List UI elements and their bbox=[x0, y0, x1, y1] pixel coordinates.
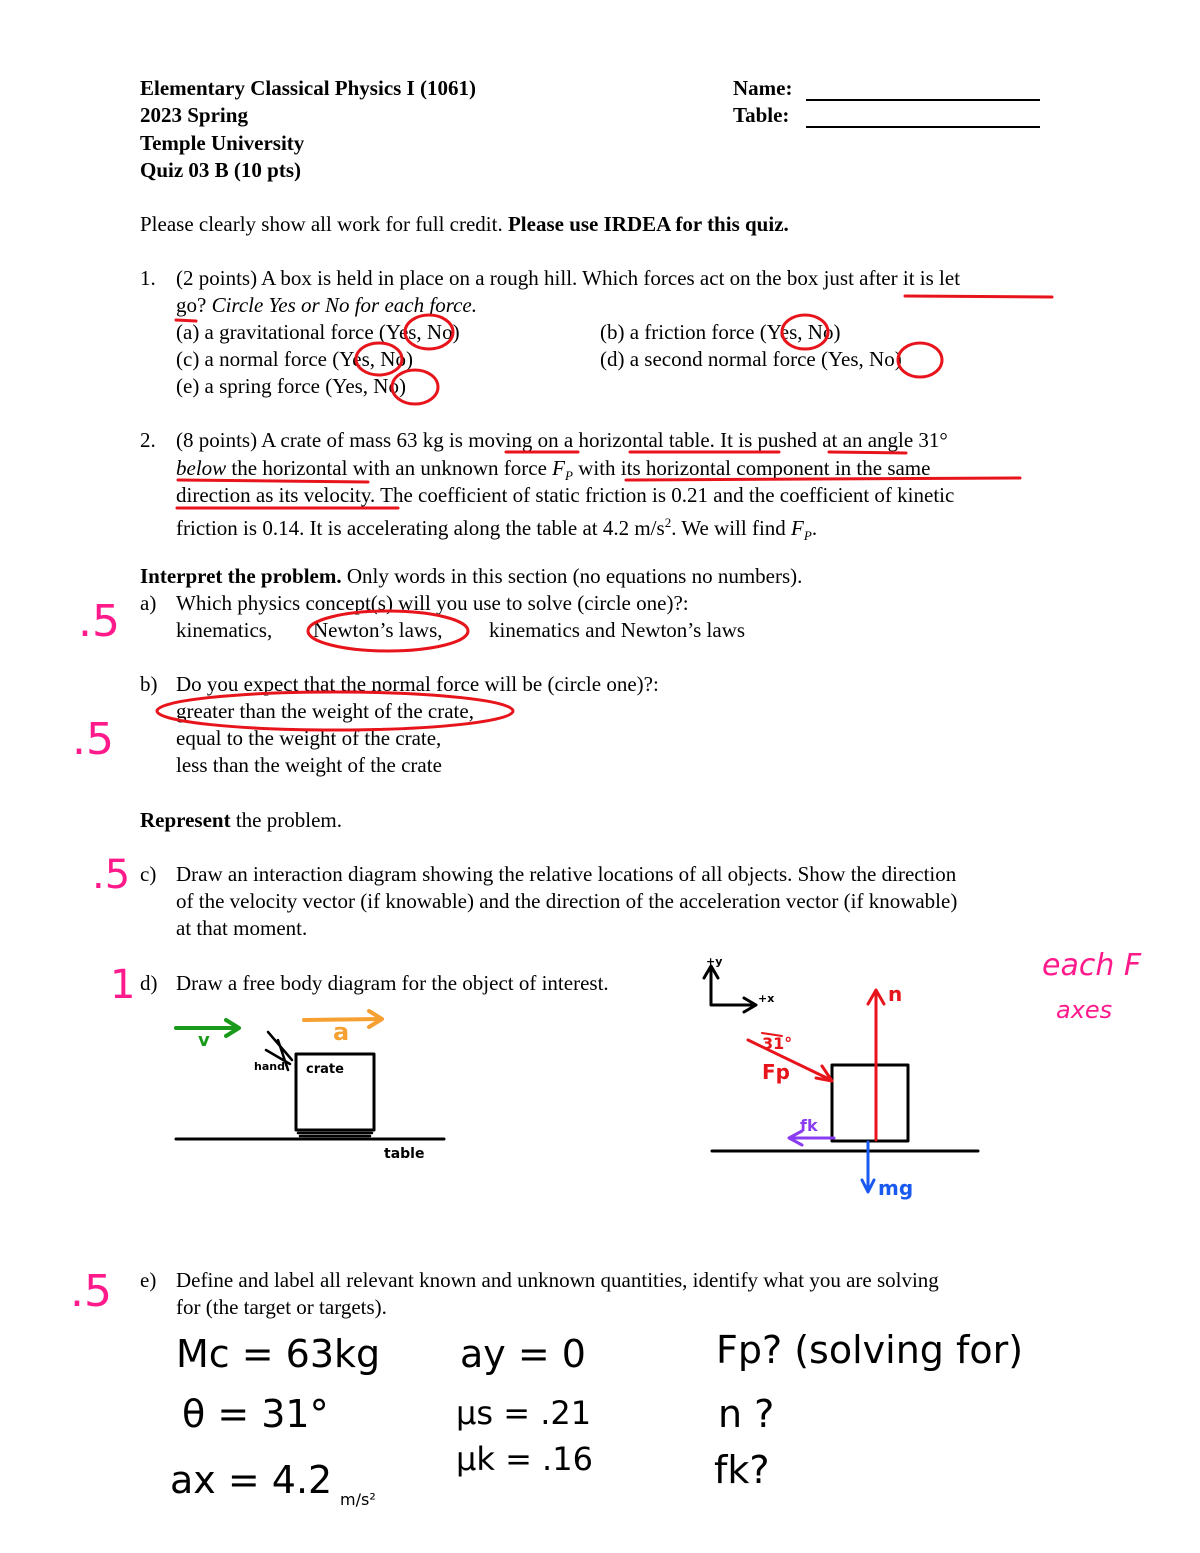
q1-option-a: (a) a gravitational force (Yes, No) bbox=[176, 320, 460, 344]
part-d-label: d) bbox=[140, 971, 158, 995]
course-term: 2023 Spring bbox=[140, 103, 248, 127]
friction-label: fk bbox=[800, 1116, 818, 1135]
represent-heading: Represent the problem. bbox=[140, 808, 342, 832]
school-name: Temple University bbox=[140, 131, 305, 155]
hw-angle: θ = 31° bbox=[182, 1392, 329, 1436]
part-c-label: c) bbox=[140, 862, 157, 886]
grading-note-line1: each F bbox=[1042, 948, 1142, 983]
part-a-option-3: kinematics and Newton’s laws bbox=[489, 618, 746, 642]
part-a-question: Which physics concept(s) will you use to solve (circle one)?: bbox=[176, 591, 689, 615]
part-a-option-2: Newton’s laws, bbox=[313, 618, 443, 642]
gravity-label: mg bbox=[878, 1176, 914, 1200]
table-label-handwritten: table bbox=[384, 1146, 425, 1162]
acceleration-label: a bbox=[333, 1018, 350, 1046]
q2-line4: friction is 0.14. It is accelerating along the table at 4.2 $m/s^2$. We will find $F_P$. bbox=[176, 515, 818, 544]
hw-ax-unit: m/s² bbox=[340, 1490, 376, 1509]
crate-label: crate bbox=[306, 1062, 344, 1077]
q1-option-d: (d) a second normal force (Yes, No) bbox=[600, 347, 902, 371]
q1-option-b: (b) a friction force (Yes, No) bbox=[600, 320, 841, 344]
part-b-option-1: greater than the weight of the crate, bbox=[176, 699, 474, 723]
name-label: Name: bbox=[733, 76, 793, 100]
intro-line: Please clearly show all work for full credit. Please use IRDEA for this quiz. bbox=[140, 212, 789, 236]
q1-number: 1. bbox=[140, 266, 156, 290]
part-e-label: e) bbox=[140, 1268, 157, 1292]
q1-option-c: (c) a normal force (Yes, No) bbox=[176, 347, 413, 371]
part-b-option-2: equal to the weight of the crate, bbox=[176, 726, 442, 750]
push-force-label: Fp bbox=[762, 1060, 790, 1084]
score-part-a: .5 bbox=[78, 596, 120, 647]
hw-target-fk: fk? bbox=[714, 1448, 770, 1492]
part-c-line2: of the velocity vector (if knowable) and the direction of the acceleration vector (if knowable) bbox=[176, 889, 958, 913]
part-e-line1: Define and label all relevant known and unknown quantities, identify what you are solving bbox=[176, 1268, 939, 1292]
hw-target-n: n ? bbox=[718, 1392, 775, 1436]
x-axis-label: +x bbox=[758, 992, 775, 1005]
score-part-d: 1 bbox=[110, 962, 136, 1008]
hw-mu-static: μs = .21 bbox=[456, 1394, 592, 1432]
q2-line3: direction as its velocity. The coefficient of static friction is 0.21 and the coefficient of kinetic bbox=[176, 483, 955, 507]
hw-ax: ax = 4.2 bbox=[170, 1458, 333, 1502]
q1-line2: go? Circle Yes or No for each force. bbox=[176, 293, 477, 317]
q2-number: 2. bbox=[140, 428, 156, 452]
hw-target-fp: Fp? (solving for) bbox=[716, 1328, 1024, 1372]
part-c-line3: at that moment. bbox=[176, 916, 308, 940]
q1-line1: (2 points) A box is held in place on a rough hill. Which forces act on the box just after it is let bbox=[176, 266, 961, 290]
score-part-e: .5 bbox=[70, 1266, 112, 1317]
q1-option-e: (e) a spring force (Yes, No) bbox=[176, 374, 406, 398]
hw-mass: Mc = 63kg bbox=[176, 1332, 381, 1376]
part-a-label: a) bbox=[140, 591, 157, 615]
part-e-line2: for (the target or targets). bbox=[176, 1295, 387, 1319]
part-b-option-3: less than the weight of the crate bbox=[176, 753, 442, 777]
normal-force-label: n bbox=[888, 982, 903, 1006]
part-d-text: Draw a free body diagram for the object of interest. bbox=[176, 971, 609, 995]
y-axis-label: +y bbox=[706, 955, 723, 968]
q2-line1: (8 points) A crate of mass 63 kg is moving on a horizontal table. It is pushed at an angle 31° bbox=[176, 428, 948, 452]
score-part-c: .5 bbox=[92, 852, 131, 898]
grading-note-line2: axes bbox=[1056, 996, 1113, 1024]
part-b-label: b) bbox=[140, 672, 158, 696]
part-b-question: Do you expect that the normal force will be (circle one)?: bbox=[176, 672, 659, 696]
coordinate-axes bbox=[704, 966, 756, 1012]
table-label: Table: bbox=[733, 103, 790, 127]
fbd-box bbox=[832, 1065, 908, 1141]
hw-mu-kinetic: μk = .16 bbox=[456, 1440, 593, 1478]
quiz-title: Quiz 03 B (10 pts) bbox=[140, 158, 302, 182]
q2-line2: below the horizontal with an unknown force $F_P$ with its horizontal component in the same bbox=[176, 456, 931, 484]
score-part-b: .5 bbox=[72, 714, 114, 765]
velocity-label: v bbox=[198, 1030, 210, 1051]
angle-label: 31° bbox=[762, 1034, 793, 1053]
hw-ay: ay = 0 bbox=[460, 1332, 586, 1376]
course-title: Elementary Classical Physics I (1061) bbox=[140, 76, 476, 100]
interpret-heading: Interpret the problem. Only words in this section (no equations no numbers). bbox=[140, 564, 803, 588]
part-c-line1: Draw an interaction diagram showing the relative locations of all objects. Show the direction bbox=[176, 862, 957, 886]
part-a-option-1: kinematics, bbox=[176, 618, 273, 642]
hand-label: hand bbox=[254, 1060, 285, 1073]
